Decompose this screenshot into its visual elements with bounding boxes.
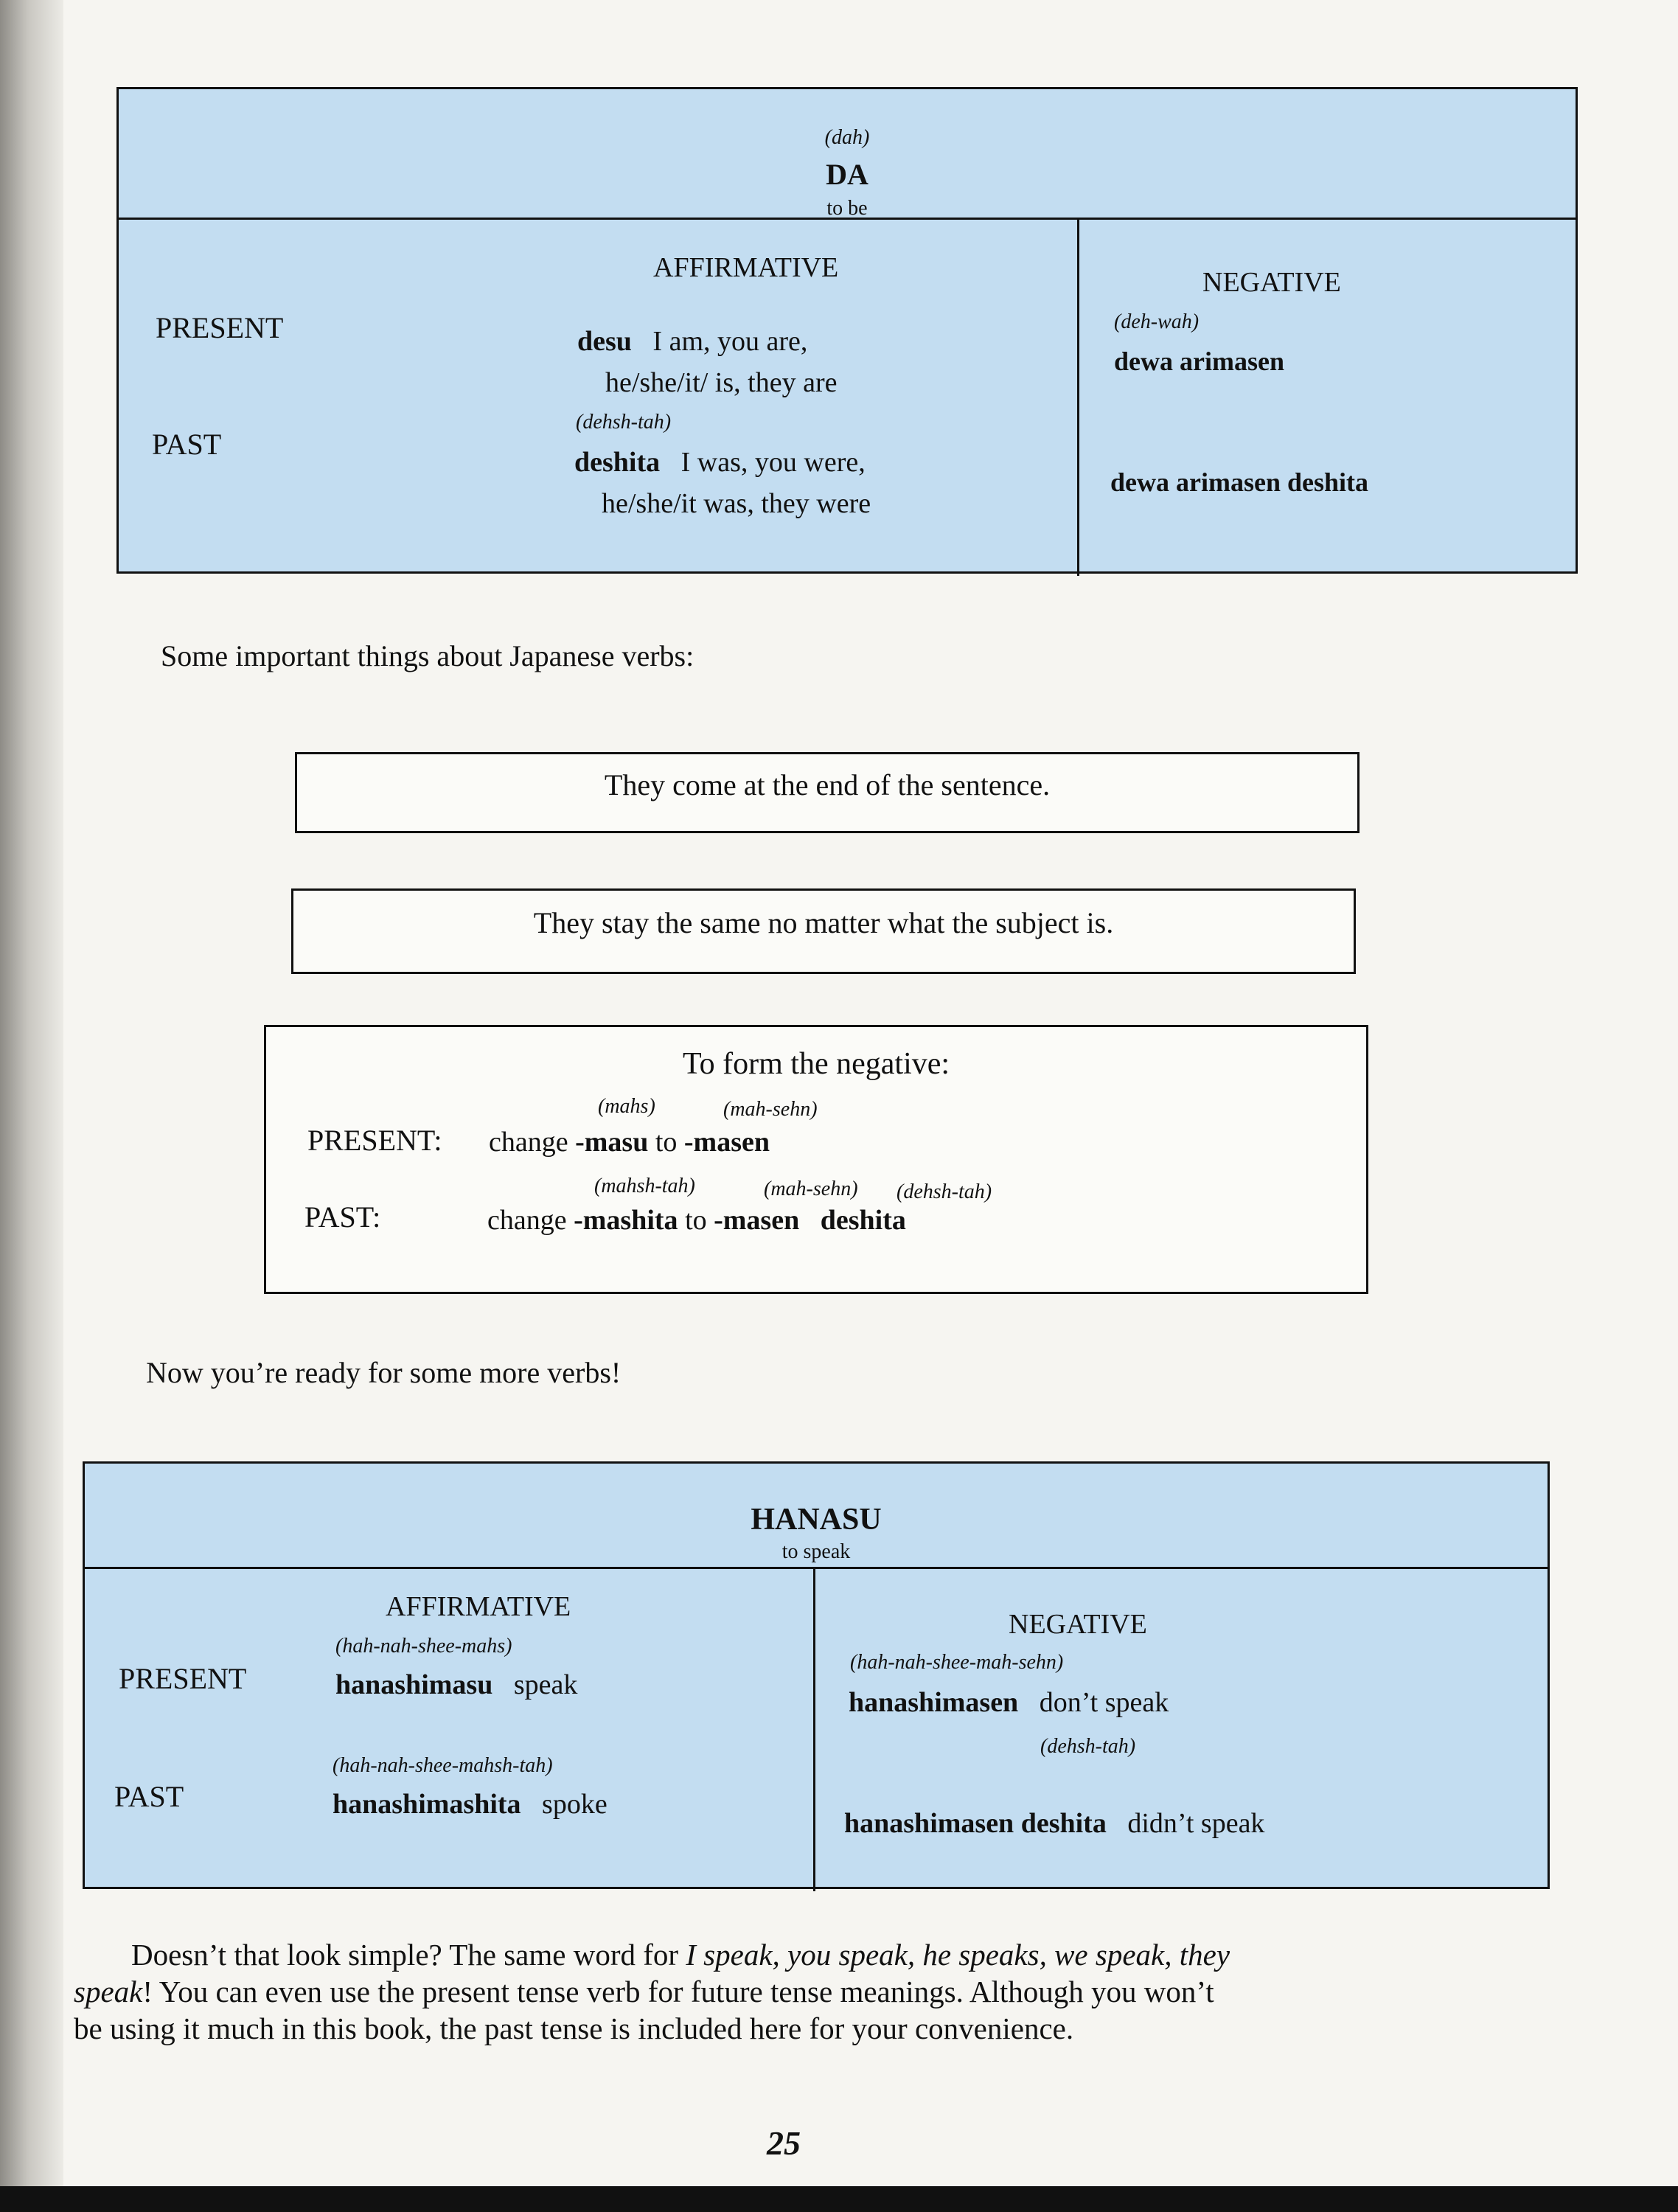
paragraph-text: ! You can even use the present tense verb for future tense meanings. Although you won’t: [142, 1975, 1214, 2008]
paragraph-line-1: [74, 1936, 1533, 1973]
deshita-word: deshita: [820, 1205, 906, 1236]
paragraph-text: Doesn’t that look simple? The same word for: [131, 1938, 686, 1972]
verb-meaning: to be: [826, 197, 868, 220]
past-affirmative-word: deshita: [574, 447, 661, 478]
rule-box-1: [295, 752, 1360, 833]
book-gutter-shadow: [0, 0, 63, 2212]
past-affirmative-meaning: I was, you were,: [680, 447, 866, 478]
present-negative-meaning: don’t speak: [1039, 1687, 1169, 1718]
paragraph-line-3: be using it much in this book, the past tense is included here for your convenience.: [74, 2011, 1074, 2045]
masen-pronunciation: (mah-sehn): [723, 1098, 818, 1121]
paragraph-line-2: [74, 1973, 1533, 2010]
past-affirmative-pronunciation: (hah-nah-shee-mahsh-tah): [333, 1754, 553, 1777]
present-affirmative-form: [335, 1669, 577, 1701]
negative-header: NEGATIVE: [1202, 267, 1341, 298]
closing-paragraph: [74, 1936, 1533, 2047]
to-word: to: [685, 1205, 707, 1236]
present-label: PRESENT:: [307, 1124, 442, 1157]
masu-suffix: -masu: [575, 1127, 649, 1158]
present-affirmative-form: [577, 325, 807, 358]
past-label: PAST: [114, 1780, 184, 1813]
present-negative-form: [849, 1686, 1169, 1719]
present-negative-pronunciation: (hah-nah-shee-mah-sehn): [850, 1651, 1064, 1674]
present-affirmative-pronunciation: (hah-nah-shee-mahs): [335, 1635, 512, 1658]
past-label: PAST: [152, 428, 222, 461]
present-label: PRESENT: [156, 311, 284, 344]
rule-1-text: They come at the end of the sentence.: [604, 768, 1051, 801]
present-affirmative-word: hanashimasu: [335, 1669, 493, 1700]
affirmative-header: AFFIRMATIVE: [386, 1591, 571, 1622]
past-masen-pronunciation: (mah-sehn): [764, 1178, 858, 1200]
page-number: 25: [767, 2124, 801, 2162]
verb-pronunciation: (dah): [824, 126, 870, 149]
paragraph-italic-text: I speak, you speak, he speaks, we speak, they: [686, 1938, 1230, 1972]
scan-bottom-edge: [0, 2186, 1678, 2212]
present-negative-word: hanashimasen: [849, 1687, 1019, 1718]
hanasu-conjugation-table: [83, 1461, 1550, 1889]
past-label: PAST:: [304, 1200, 381, 1234]
present-affirmative-meaning: speak: [513, 1669, 578, 1700]
rule-2-text: They stay the same no matter what the subject is.: [533, 906, 1114, 939]
past-affirmative-pronunciation: (dehsh-tah): [576, 411, 672, 434]
table-column-divider: [1077, 218, 1079, 576]
masen-suffix: -masen: [683, 1127, 770, 1158]
mashita-suffix: -mashita: [574, 1205, 678, 1236]
past-negative-form: [844, 1807, 1264, 1840]
table-column-divider: [813, 1567, 815, 1891]
negative-rule-box: [264, 1025, 1368, 1294]
mashita-pronunciation: (mahsh-tah): [594, 1175, 695, 1197]
past-negative-word: dewa arimasen deshita: [1110, 467, 1368, 497]
past-masen-suffix: -masen: [714, 1205, 800, 1236]
to-word: to: [655, 1127, 678, 1158]
table-divider: [85, 1567, 1548, 1569]
affirmative-header: AFFIRMATIVE: [653, 252, 839, 283]
past-negative-pronunciation: (dehsh-tah): [1040, 1735, 1136, 1758]
da-conjugation-table: [116, 87, 1578, 574]
past-affirmative-meaning-line2: he/she/it was, they were: [602, 488, 871, 519]
masu-pronunciation: (mahs): [598, 1095, 655, 1118]
rule-box-2: [291, 888, 1356, 974]
past-affirmative-meaning: spoke: [542, 1789, 608, 1820]
past-affirmative-form: [333, 1788, 608, 1820]
verb-title: DA: [826, 158, 868, 191]
deshita-pronunciation: (dehsh-tah): [897, 1180, 992, 1203]
negative-header: NEGATIVE: [1009, 1609, 1147, 1640]
verb-title: HANASU: [751, 1503, 882, 1537]
present-negative-word: dewa arimasen: [1114, 347, 1284, 376]
past-rule: [487, 1204, 906, 1237]
present-affirmative-meaning-line2: he/she/it/ is, they are: [605, 367, 838, 398]
past-affirmative-form: [574, 446, 866, 479]
paragraph-italic-text: speak: [74, 1975, 143, 2008]
change-word: change: [489, 1127, 568, 1158]
ready-text: Now you’re ready for some more verbs!: [146, 1356, 622, 1389]
present-affirmative-meaning: I am, you are,: [652, 326, 808, 357]
present-label: PRESENT: [119, 1662, 247, 1695]
past-negative-word: hanashimasen deshita: [844, 1808, 1107, 1839]
verb-meaning: to speak: [781, 1540, 851, 1563]
past-affirmative-word: hanashimashita: [333, 1789, 521, 1820]
past-negative-meaning: didn’t speak: [1127, 1808, 1265, 1839]
present-rule: [489, 1126, 770, 1158]
present-affirmative-word: desu: [577, 326, 632, 357]
intro-text: Some important things about Japanese verbs:: [161, 639, 694, 672]
present-negative-pronunciation: (deh-wah): [1114, 310, 1200, 333]
negative-box-title: To form the negative:: [682, 1047, 950, 1081]
change-word: change: [487, 1205, 567, 1236]
